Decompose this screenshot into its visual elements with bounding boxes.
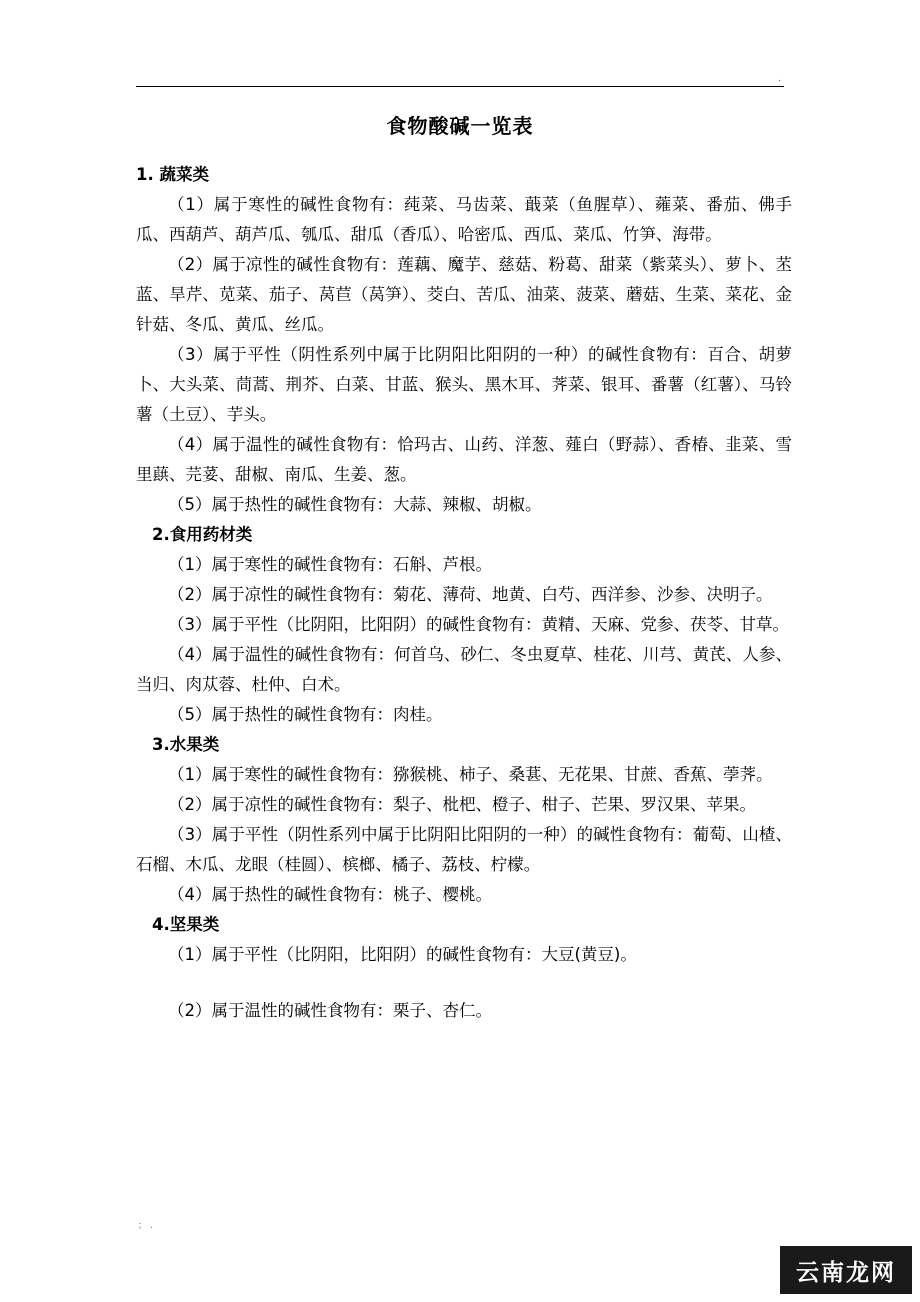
section-paragraph: （1）属于寒性的碱性食物有：猕猴桃、柿子、桑葚、无花果、甘蔗、香蕉、荸荠。: [168, 765, 773, 784]
section-paragraph: （4）属于热性的碱性食物有：桃子、樱桃。: [168, 885, 492, 904]
document-body: [136, 160, 792, 1026]
section-paragraph: （1）属于寒性的碱性食物有：石斛、芦根。: [168, 555, 492, 574]
watermark-logo: 云南龙网: [780, 1246, 912, 1294]
section-paragraph: （3）属于平性（阴性系列中属于比阴阳比阳阴的一种）的碱性食物有：葡萄、山楂、石榴、木瓜、龙眼（桂圆）、槟榔、橘子、荔枝、柠檬。: [136, 825, 792, 874]
section-paragraph: （2）属于凉性的碱性食物有：菊花、薄荷、地黄、白芍、西洋参、沙参、决明子。: [168, 585, 773, 604]
section-paragraph: （5）属于热性的碱性食物有：肉桂。: [168, 705, 443, 724]
header-mark: .: [778, 74, 781, 84]
section-paragraph: （2）属于凉性的碱性食物有：莲藕、魔芋、慈菇、粉葛、甜菜（紫菜头）、萝卜、苤蓝、旱芹、苋菜、茄子、莴苣（莴笋）、茭白、苦瓜、油菜、菠菜、蘑菇、生菜、菜花、金针菇、冬瓜、黄瓜、丝瓜。: [136, 255, 792, 334]
section-heading: 1. 蔬菜类: [136, 165, 209, 184]
footer-mark: ；.: [138, 1221, 156, 1231]
section-paragraph: （2）属于凉性的碱性食物有：梨子、枇杷、橙子、柑子、芒果、罗汉果、苹果。: [168, 795, 756, 814]
section-heading: 4.坚果类: [152, 915, 220, 934]
section-paragraph: （4）属于温性的碱性食物有：何首乌、砂仁、冬虫夏草、桂花、川芎、黄芪、人参、当归、肉苁蓉、杜仲、白术。: [136, 645, 792, 694]
section-paragraph: （1）属于平性（比阴阳，比阳阴）的碱性食物有：大豆(黄豆)。: [168, 945, 637, 964]
header-divider: [136, 86, 784, 87]
section-paragraph: （5）属于热性的碱性食物有：大蒜、辣椒、胡椒。: [168, 495, 542, 514]
section-heading: 3.水果类: [152, 735, 220, 754]
page-title: 食物酸碱一览表: [386, 114, 534, 138]
section-paragraph: （2）属于温性的碱性食物有：栗子、杏仁。: [168, 1001, 492, 1020]
section-paragraph: （3）属于平性（比阴阳，比阳阴）的碱性食物有：黄精、天麻、党参、茯苓、甘草。: [168, 615, 789, 634]
section-paragraph: （4）属于温性的碱性食物有：恰玛古、山药、洋葱、薤白（野蒜）、香椿、韭菜、雪里蕻、芫荽、甜椒、南瓜、生姜、葱。: [136, 435, 792, 484]
section-heading: 2.食用药材类: [152, 525, 253, 544]
section-paragraph: （1）属于寒性的碱性食物有：莼菜、马齿菜、蕺菜（鱼腥草）、蕹菜、番茄、佛手瓜、西葫芦、葫芦瓜、瓠瓜、甜瓜（香瓜）、哈密瓜、西瓜、菜瓜、竹笋、海带。: [136, 195, 792, 244]
section-paragraph: （3）属于平性（阴性系列中属于比阴阳比阳阴的一种）的碱性食物有：百合、胡萝卜、大头菜、茼蒿、荆芥、白菜、甘蓝、猴头、黑木耳、荠菜、银耳、番薯（红薯）、马铃薯（土豆）、芋头。: [136, 345, 792, 424]
